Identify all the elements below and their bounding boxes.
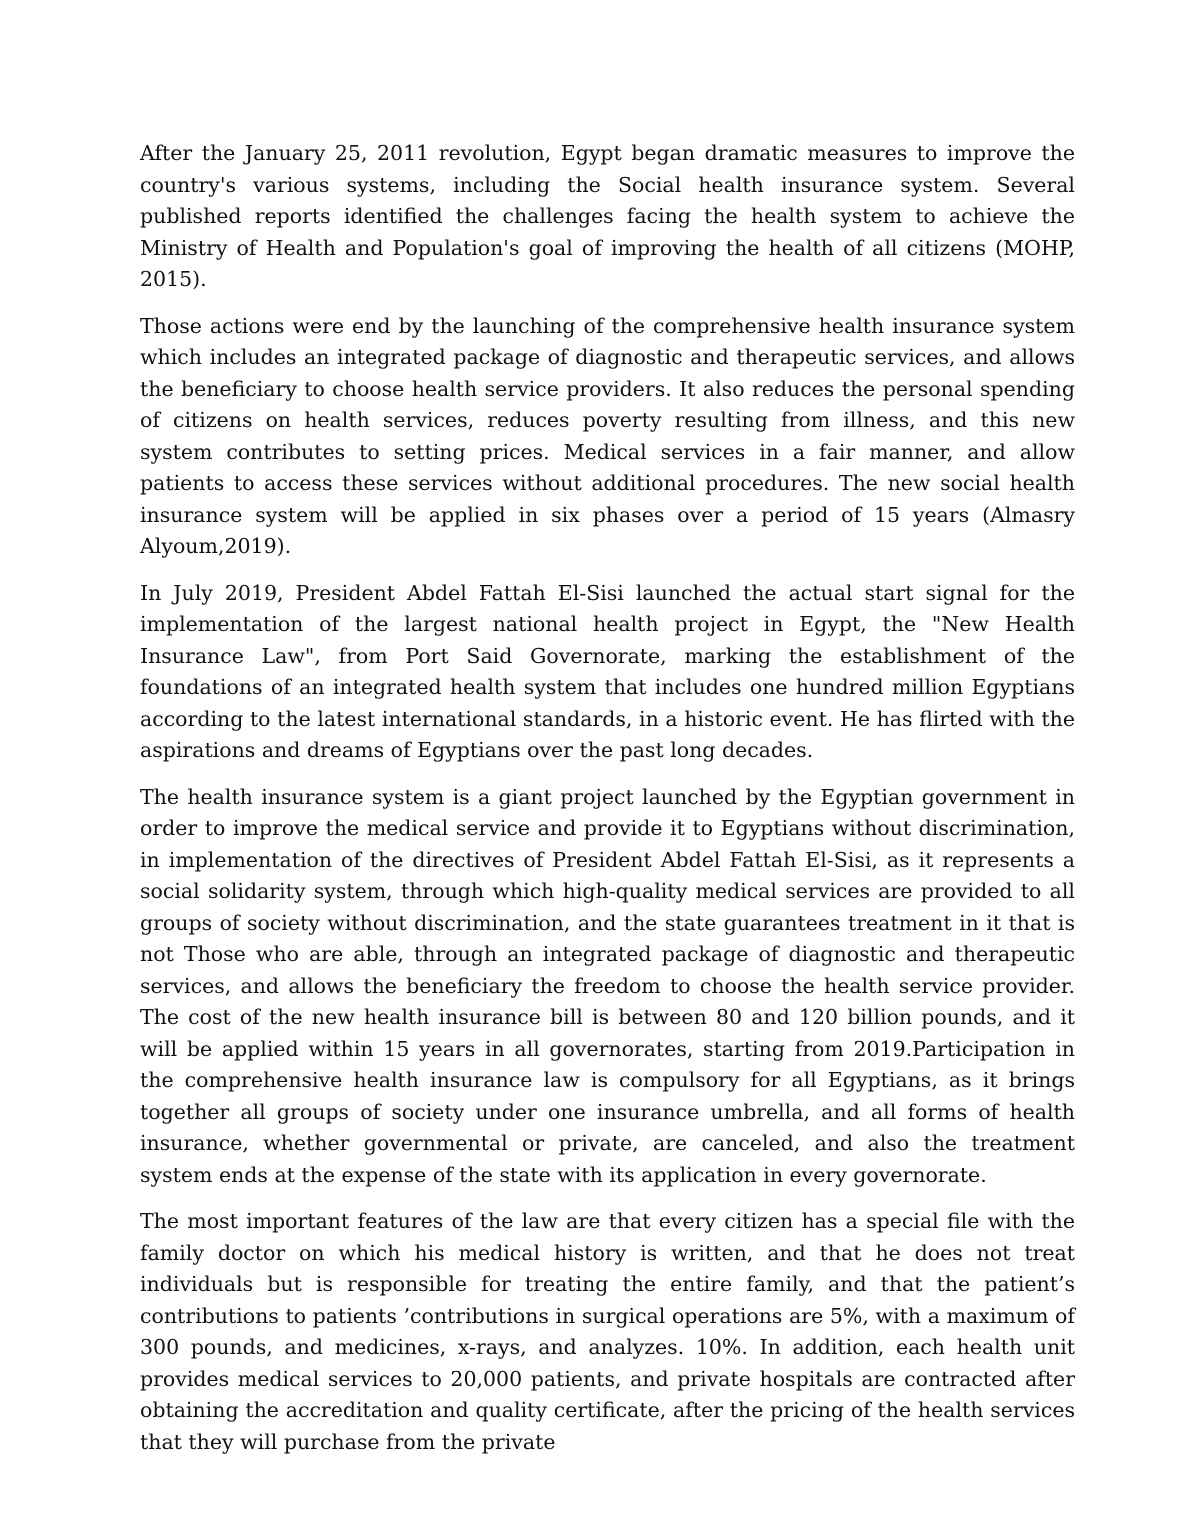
paragraph-law-features: The most important features of the law are that every citizen has a special file with the family doctor on which his medical history is written, and that he does not treat individuals but is responsible for treating the entire family, and that the patient’s contributions to patients ’contributions in surgical operations are 5%, with a maximum of 300 pounds, and medicines, x-rays, and analyzes. 10%. In addition, each health unit provides medical services to 20,000 patients, and private hospitals are contracted after obtaining the accreditation and quality certificate, after the pricing of the health services that they will purchase from the private: [140, 1209, 1075, 1454]
document-body: [140, 138, 1075, 1473]
paragraph-july-2019-launch: In July 2019, President Abdel Fattah El-Sisi launched the actual start signal for the implementation of the largest national health project in Egypt, the "New Health Insurance Law", from Port Said Governorate, marking the establishment of the foundations of an integrated health system that includes one hundred million Egyptians according to the latest international standards, in a historic event. He has flirted with the aspirations and dreams of Egyptians over the past long decades.: [140, 580, 1075, 762]
paragraph-revolution: After the January 25, 2011 revolution, Egypt began dramatic measures to improve the country's various systems, including the Social health insurance system. Several published reports identified the challenges facing the health system to achieve the Ministry of Health and Population's goal of improving the health of all citizens (MOHP, 2015).: [140, 141, 1075, 291]
paragraph-comprehensive-system: Those actions were end by the launching of the comprehensive health insurance system which includes an integrated package of diagnostic and therapeutic services, and allows the beneficiary to choose health service providers. It also reduces the personal spending of citizens on health services, reduces poverty resulting from illness, and this new system contributes to setting prices. Medical services in a fair manner, and allow patients to access these services without additional procedures. The new social health insurance system will be applied in six phases over a period of 15 years (Almasry Alyoum,2019).: [140, 313, 1075, 558]
paragraph-giant-project: The health insurance system is a giant project launched by the Egyptian government in order to improve the medical service and provide it to Egyptians without discrimination, in implementation of the directives of President Abdel Fattah El-Sisi, as it represents a social solidarity system, through which high-quality medical services are provided to all groups of society without discrimination, and the state guarantees treatment in it that is not Those who are able, through an integrated package of diagnostic and therapeutic services, and allows the beneficiary the freedom to choose the health service provider. The cost of the new health insurance bill is between 80 and 120 billion pounds, and it will be applied within 15 years in all governorates, starting from 2019.Participation in the comprehensive health insurance law is compulsory for all Egyptians, as it brings together all groups of society under one insurance umbrella, and all forms of health insurance, whether governmental or private, are canceled, and also the treatment system ends at the expense of the state with its application in every governorate.: [140, 784, 1075, 1187]
